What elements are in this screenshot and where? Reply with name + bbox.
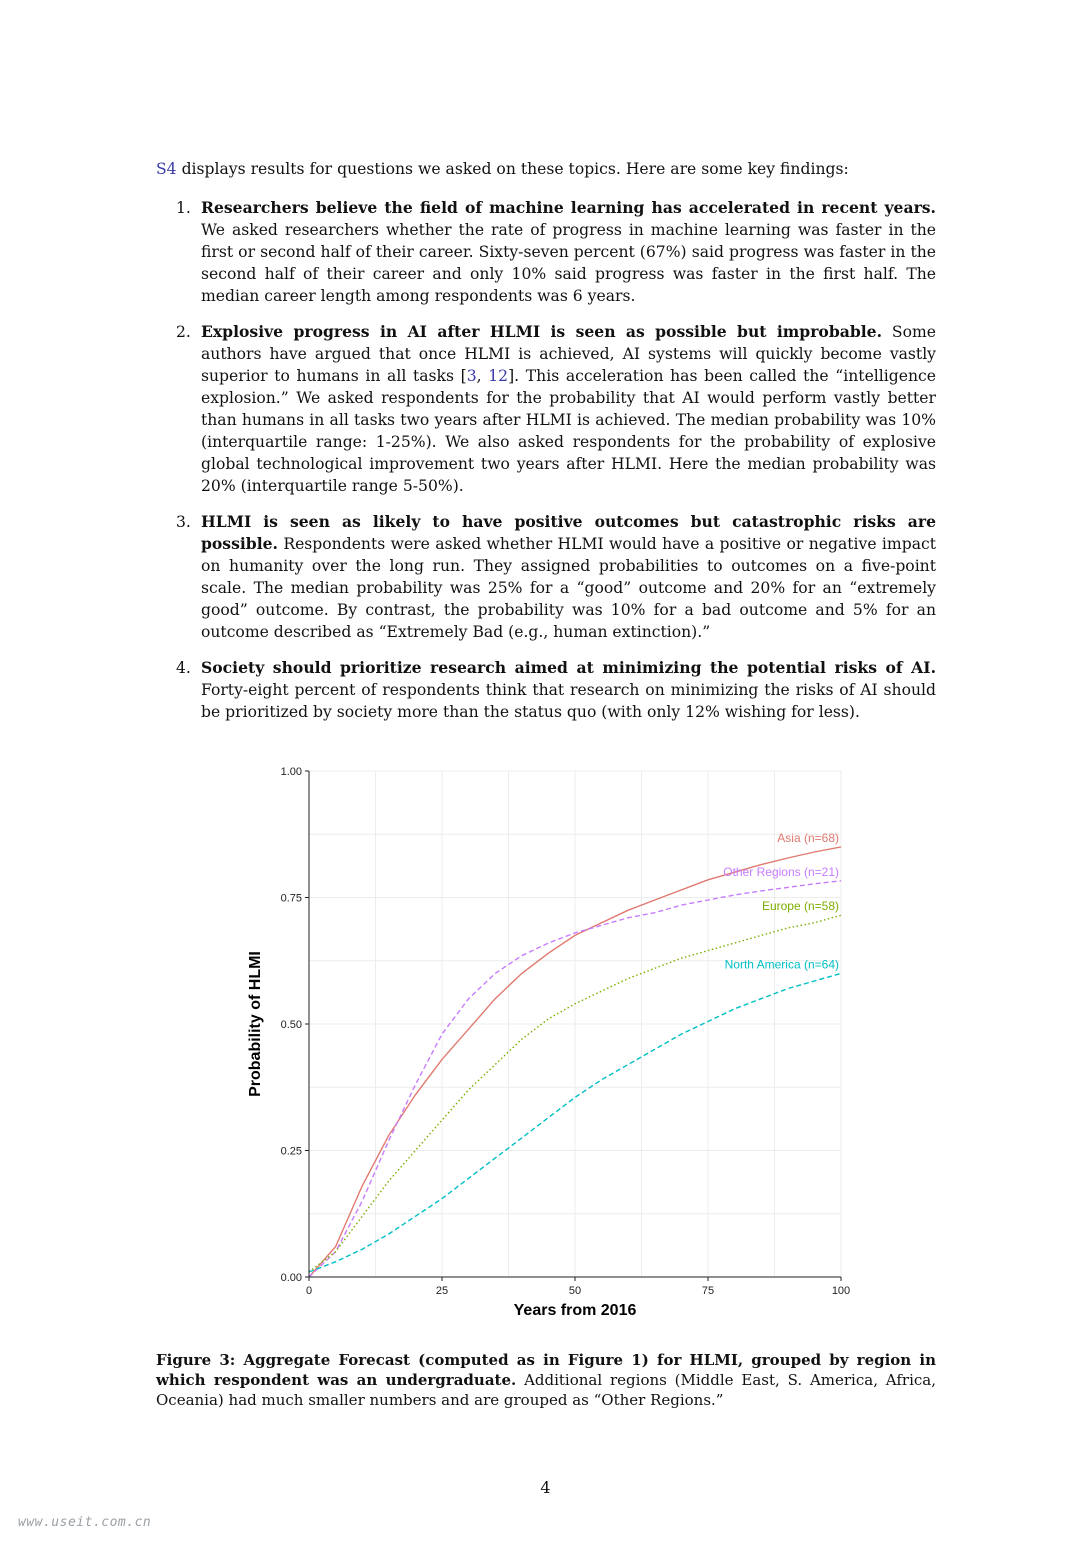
y-tick-label: 0.00 — [280, 1272, 302, 1284]
x-tick-label: 25 — [435, 1285, 449, 1297]
finding-number: 2. — [176, 323, 191, 341]
figure-caption — [156, 1350, 936, 1410]
citation-separator: , — [476, 367, 489, 385]
series-label: North America (n=64) — [724, 957, 839, 972]
finding-number: 3. — [176, 513, 191, 531]
chart-labels — [723, 831, 839, 972]
chart-svg — [235, 756, 865, 1331]
intro-paragraph — [156, 158, 936, 180]
finding-item — [156, 197, 936, 307]
finding-heading: Society should prioritize research aimed at minimizing the potential risks of AI. — [201, 658, 936, 677]
chart-axes — [281, 766, 851, 1297]
y-tick-label: 0.25 — [280, 1145, 302, 1158]
finding-item — [156, 321, 936, 497]
citation-link[interactable]: 3 — [466, 367, 477, 385]
chart-grid — [309, 771, 841, 1277]
y-axis-label: Probability of HLMI — [247, 951, 264, 1097]
finding-text: ]. This acceleration has been called the “intelligence explosion.” We asked respondents for the probability that AI would perform vastly better than humans in all tasks two years after HLMI is achieved. The median probability was 10% (interquartile range: 1-25%). We also asked respondents for the probability of explosive global technological improvement two years after HLMI. Here the median probability was 20% (interquartile range 5-50%). — [201, 367, 936, 495]
intro-text: displays results for questions we asked on these topics. Here are some key findings: — [176, 160, 849, 178]
page-number: 4 — [540, 1478, 551, 1497]
finding-text: Forty-eight percent of respondents think that research on minimizing the risks of AI should be prioritized by society more than the status quo (with only 12% wishing for less). — [201, 681, 936, 721]
y-tick-label: 0.75 — [280, 892, 302, 905]
finding-heading: HLMI is seen as likely to have positive outcomes but catastrophic risks are possible. — [201, 512, 936, 553]
x-tick-label: 100 — [831, 1285, 851, 1297]
series-label: Other Regions (n=21) — [723, 864, 839, 879]
watermark: www.useit.com.cn — [18, 1515, 152, 1530]
finding-number: 4. — [176, 659, 191, 677]
finding-item — [156, 511, 936, 643]
x-tick-label: 50 — [568, 1285, 582, 1297]
y-tick-label: 0.50 — [280, 1019, 302, 1031]
finding-number: 1. — [176, 199, 191, 217]
x-axis-label: Years from 2016 — [513, 1302, 637, 1319]
y-tick-label: 1.00 — [280, 766, 302, 778]
series-label: Europe (n=58) — [761, 899, 839, 914]
finding-text: Some authors have argued that once HLMI is achieved, AI systems will quickly become vastly superior to humans in all tasks [ — [201, 323, 936, 385]
key-findings-list — [156, 197, 936, 737]
series-label: Asia (n=68) — [777, 830, 839, 845]
caption-text: Additional regions (Middle East, S. America, Africa, Oceania) had much smaller numbers and are grouped as “Other Regions.” — [156, 1371, 936, 1409]
x-tick-label: 75 — [701, 1285, 715, 1297]
finding-heading: Explosive progress in AI after HLMI is seen as possible but improbable. — [201, 322, 882, 341]
finding-heading: Researchers believe the field of machine learning has accelerated in recent years. — [201, 198, 936, 217]
finding-text: Respondents were asked whether HLMI would have a positive or negative impact on humanity over the long run. They assigned probabilities to outcomes on a five-point scale. The median probability was 25% for a “good” outcome and 20% for an “extremely good” outcome. By contrast, the probability was 10% for a bad outcome and 5% for an outcome described as “Extremely Bad (e.g., human extinction).” — [201, 535, 936, 641]
citation-link[interactable]: 12 — [488, 367, 509, 385]
finding-text: We asked researchers whether the rate of progress in machine learning was faster in the first or second half of their career. Sixty-seven percent (67%) said progress was faster in the second half of their career and only 10% said progress was faster in the first half. The median career length among respondents was 6 years. — [201, 221, 936, 305]
caption-title: Figure 3: Aggregate Forecast (computed as in Figure 1) for HLMI, grouped by region in which respondent was an undergraduate. — [156, 1351, 936, 1389]
section-ref-link[interactable]: S4 — [156, 160, 177, 178]
finding-item — [156, 657, 936, 723]
hlmi-region-chart — [235, 756, 865, 1331]
x-tick-label: 0 — [305, 1285, 313, 1297]
